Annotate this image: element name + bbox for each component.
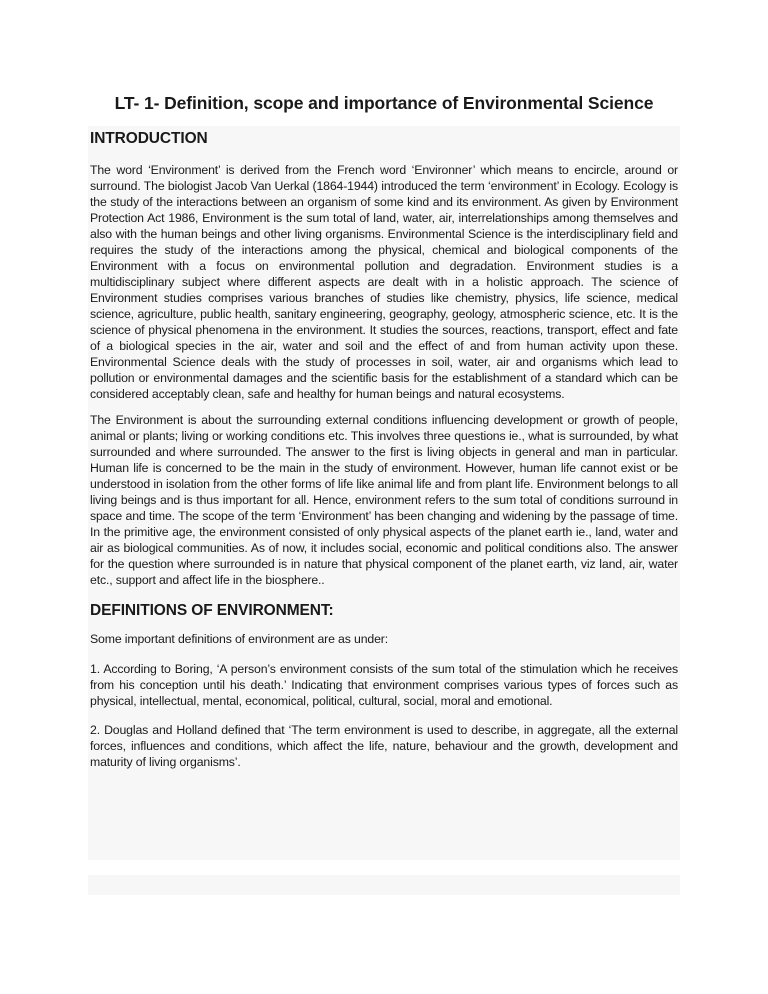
definition-item-1: 1. According to Boring, ‘A person’s environment consists of the sum total of the stimulation which he receives from his conception until his death.’ Indicating that environment comprises various types of forces such as physical, intellectual, mental, economical, political, cultural, social, moral and emotional. xyxy=(90,662,678,708)
introduction-paragraph-1: The word ‘Environment’ is derived from the French word ‘Environner’ which means to encircle, around or surround. The biologist Jacob Van Uerkal (1864-1944) introduced the term ‘environment’ in Ecology. Ecology is the study of the interactions between an organism of some kind and its environment. As given by Environment Protection Act 1986, Environment is the sum total of land, water, air, interrelationships among themselves and also with the human beings and other living organisms. Environmental Science is the interdisciplinary field and requires the study of the interactions among the physical, chemical and biological components of the Environment with a focus on environmental pollution and degradation. Environment studies is a multidisciplinary subject where different aspects are dealt with in a holistic approach. The science of Environment studies comprises various branches of studies like chemistry, physics, life science, medical science, agriculture, public health, sanitary engineering, geography, geology, atmospheric science, etc. It is the science of physical phenomena in the environment. It studies the sources, reactions, transport, effect and fate of a biological species in the air, water and soil and the effect of and from human activity upon these. Environmental Science deals with the study of processes in soil, water, air and organisms which lead to pollution or environmental damages and the scientific basis for the establishment of a standard which can be considered acceptably clean, safe and healthy for human beings and natural ecosystems. xyxy=(90,163,678,401)
content-inner xyxy=(90,126,678,770)
content-block-continuation xyxy=(88,875,680,895)
definitions-lead: Some important definitions of environment are as under: xyxy=(90,632,388,646)
definitions-heading: DEFINITIONS OF ENVIRONMENT: xyxy=(90,602,334,619)
page-title: LT- 1- Definition, scope and importance of Environmental Science xyxy=(114,93,654,113)
introduction-heading: INTRODUCTION xyxy=(90,130,208,147)
definition-item-2: 2. Douglas and Holland defined that ‘The term environment is used to describe, in aggregate, all the external forces, influences and conditions, which affect the life, nature, behaviour and the growth, development and maturity of living organisms’. xyxy=(90,723,678,769)
content-block xyxy=(88,126,680,860)
introduction-paragraph-2: The Environment is about the surrounding external conditions influencing development or growth of people, animal or plants; living or working conditions etc. This involves three questions ie., what is surrounded, by what surrounded and where surrounded. The answer to the first is living objects in general and man in particular. Human life is concerned to be the main in the study of environment. However, human life cannot exist or be understood in isolation from the other forms of life like animal life and from plant life. Environment belongs to all living beings and is thus important for all. Hence, environment refers to the sum total of conditions surround in space and time. The scope of the term ‘Environment’ has been changing and widening by the passage of time. In the primitive age, the environment consisted of only physical aspects of the planet earth ie., land, water and air as biological communities. As of now, it includes social, economic and political conditions also. The answer for the question where surrounded is in nature that physical component of the planet earth, viz land, air, water etc., support and affect life in the biosphere.. xyxy=(90,413,678,587)
